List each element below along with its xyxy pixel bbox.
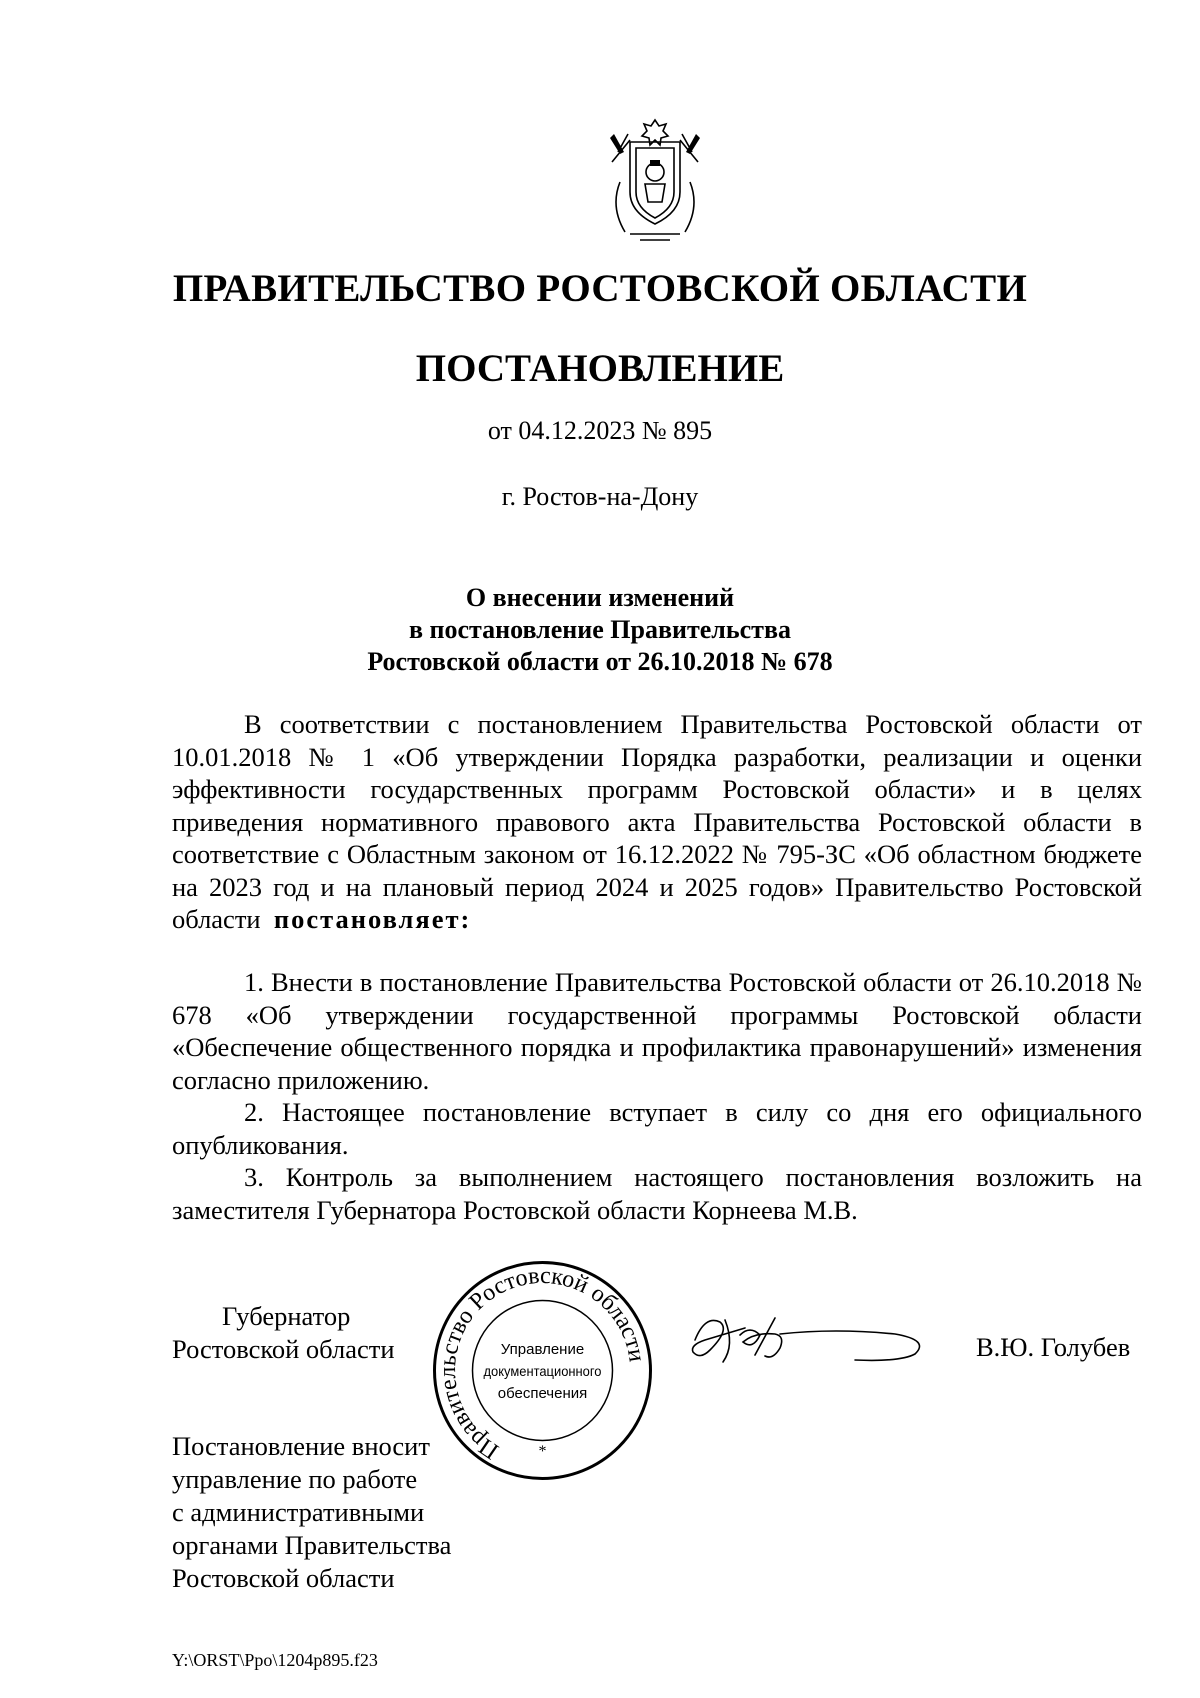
document-city: г. Ростов-на-Дону bbox=[501, 482, 699, 511]
title-line: в постановление Правительства bbox=[408, 615, 791, 644]
stamp-ring-text: Правительство Ростовской области bbox=[434, 1262, 650, 1465]
organization-name: ПРАВИТЕЛЬСТВО РОСТОВСКОЙ ОБЛАСТИ bbox=[172, 267, 1028, 310]
submitter-note bbox=[172, 1430, 451, 1595]
signer-position bbox=[172, 1300, 395, 1366]
item-1: 1. Внести в постановление Правительства Ростовской области от 26.10.2018 № 678 «Об утверждении государственной программы Ростовской области «Обеспечение общественного порядка и профилактика правонарушений» изменения согласно приложению. bbox=[172, 967, 1142, 1095]
document-type: ПОСТАНОВЛЕНИЕ bbox=[415, 347, 785, 390]
document-date-number: от 04.12.2023 № 895 bbox=[487, 416, 713, 445]
handwritten-signature bbox=[685, 1310, 935, 1370]
note-line: Ростовской области bbox=[172, 1563, 395, 1593]
stamp-star: * bbox=[538, 1443, 547, 1460]
item-2: 2. Настоящее постановление вступает в силу со дня его официального опубликования. bbox=[172, 1097, 1142, 1160]
signer-name: В.Ю. Голубев bbox=[976, 1332, 1131, 1362]
preamble-paragraph bbox=[172, 708, 1142, 936]
note-line: с административными bbox=[172, 1497, 425, 1527]
item-3: 3. Контроль за выполнением настоящего постановления возложить на заместителя Губернатора Ростовской области Корнеева М.В. bbox=[172, 1162, 1142, 1225]
stamp-center-line: обеспечения bbox=[497, 1385, 588, 1402]
file-path: Y:\ORST\Ppo\1204p895.f23 bbox=[172, 1650, 378, 1670]
preamble-text: В соответствии с постановлением Правительства Ростовской области от 10.01.2018 № 1 «Об утверждении Порядка разработки, реализации и оценки эффективности государственных программ Ростовской области» и в целях приведения нормативного правового акта Правительства Ростовской области в соответствие с Областным законом от 16.12.2022 № 795-ЗС «Об областном бюджете на 2023 год и на плановый период 2024 и 2025 годов» Правительство Ростовской области bbox=[172, 709, 1142, 934]
decree-word: постановляет: bbox=[273, 904, 472, 934]
note-line: Постановление вносит bbox=[172, 1431, 430, 1461]
title-line: Ростовской области от 26.10.2018 № 678 bbox=[367, 647, 833, 676]
coat-of-arms-icon bbox=[600, 112, 710, 244]
stamp-center-line: Управление bbox=[500, 1341, 585, 1358]
note-line: органами Правительства bbox=[172, 1530, 452, 1560]
document-title bbox=[0, 582, 1200, 678]
stamp-center-line: документационного bbox=[483, 1363, 602, 1379]
note-line: управление по работе bbox=[172, 1464, 418, 1494]
signer-position-line: Ростовской области bbox=[172, 1334, 395, 1364]
signer-position-line: Губернатор bbox=[222, 1301, 351, 1331]
official-stamp bbox=[430, 1258, 655, 1483]
title-line: О внесении изменений bbox=[465, 583, 735, 612]
